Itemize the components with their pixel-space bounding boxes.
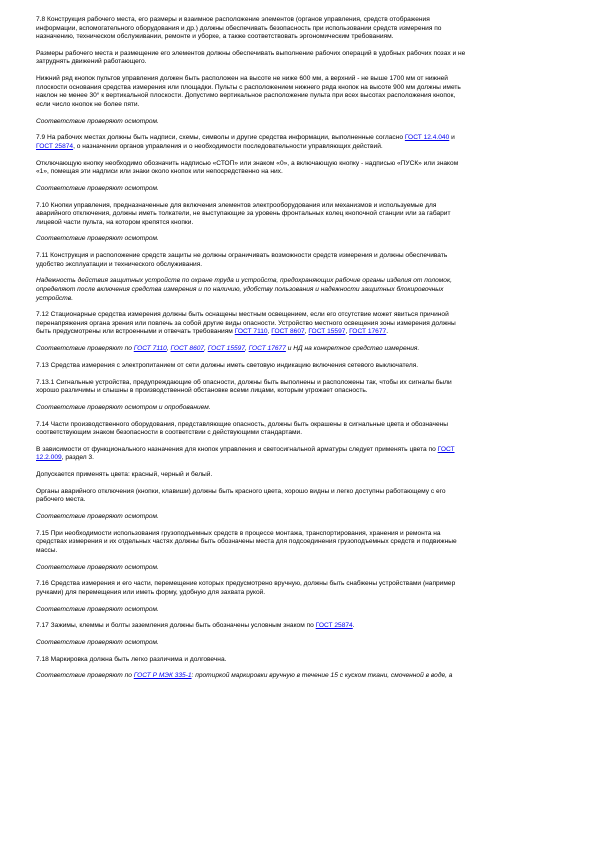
verification-note xyxy=(36,564,560,573)
paragraph-text: Допускается применять цвета: красный, черный и белый. xyxy=(36,471,213,479)
clause-paragraph xyxy=(36,622,560,631)
verification-note xyxy=(36,118,560,127)
paragraph-text: : протиркой маркировки вручную в течение 15 с куском ткани, смоченной в воде, а xyxy=(191,672,453,680)
paragraph-text: , раздел 3. xyxy=(61,454,94,462)
paragraph-text: 7.8 Конструкция рабочего места, его размеры и взаимное расположение элементов (органов управления, средств отображения информации, вспомогательного оборудования и др.) должны обеспечивать безопасность при использовании средств измерения по назначению, техническом обслуживании, ремонте и уборке, а также соответствовать эргономическим требованиям. xyxy=(36,16,442,41)
verification-note xyxy=(36,672,560,681)
standard-reference-link[interactable]: ГОСТ 8607 xyxy=(170,345,205,353)
clause-paragraph xyxy=(36,656,560,665)
paragraph-text: Соответствие проверяют осмотром. xyxy=(36,563,159,571)
standard-reference-link[interactable]: ГОСТ 17677 xyxy=(248,345,286,353)
clause-paragraph xyxy=(36,580,560,597)
clause-paragraph xyxy=(36,488,560,505)
paragraph-text: Соответствие проверяют осмотром. xyxy=(36,513,159,521)
standard-reference-link[interactable]: ГОСТ 12.2.009 xyxy=(36,445,455,462)
standard-reference-link[interactable]: ГОСТ Р МЭК 335-1 xyxy=(133,672,192,680)
paragraph-text: Соответствие проверяют по xyxy=(36,345,134,353)
standard-reference-link[interactable]: ГОСТ 8607 xyxy=(271,328,305,336)
paragraph-text: 7.13 Средства измерения с электропитанием от сети должны иметь световую индикацию включения сетевого выключателя. xyxy=(36,361,419,369)
paragraph-text: Размеры рабочего места и размещение его элементов должны обеспечивать выполнение рабочих операций в удобных рабочих позах и не затруднять движений работающего. xyxy=(36,49,466,66)
paragraph-text: Соответствие проверяют осмотром и опробованием. xyxy=(36,403,211,411)
paragraph-text: Соответствие проверяют осмотром. xyxy=(36,638,159,646)
clause-paragraph xyxy=(36,16,560,42)
paragraph-text: 7.14 Части производственного оборудования, представляющие опасность, должны быть окрашены в сигнальные цвета и обозначены соответствующим знаком безопасности в соответствии с действующими стандартами. xyxy=(36,420,449,437)
paragraph-text: 7.11 Конструкция и расположение средств защиты не должны ограничивать возможности средств измерения и должны обеспечивать удобство эксплуатации и технического обслуживания. xyxy=(36,252,448,268)
standard-reference-link[interactable]: ГОСТ 25874 xyxy=(36,142,74,150)
paragraph-text: . xyxy=(352,622,355,630)
standard-reference-link[interactable]: ГОСТ 17677 xyxy=(349,328,387,336)
clause-paragraph xyxy=(36,252,560,269)
paragraph-text: 7.18 Маркировка должна быть легко различима и долговечна. xyxy=(36,655,227,663)
verification-note xyxy=(36,235,560,244)
paragraph-text: , xyxy=(345,328,350,336)
clause-paragraph xyxy=(36,530,560,556)
clause-paragraph xyxy=(36,421,560,438)
verification-note xyxy=(36,639,560,648)
verification-note xyxy=(36,345,560,354)
clause-paragraph xyxy=(36,134,560,151)
standard-reference-link[interactable]: ГОСТ 25874 xyxy=(315,622,353,630)
clause-paragraph xyxy=(36,446,560,463)
verification-note xyxy=(36,185,560,194)
paragraph-text: Отключающую кнопку необходимо обозначить надписью «СТОП» или знаком «0», а включающую кнопку - надписью «ПУСК» или знаком «1», помещая эти надписи или знаки около кнопок или непосредственно на них. xyxy=(36,159,459,176)
verification-note xyxy=(36,277,560,303)
clause-paragraph xyxy=(36,362,560,371)
standard-reference-link[interactable]: ГОСТ 7110 xyxy=(133,345,167,353)
paragraph-text: 7.17 Зажимы, клеммы и болты заземления должны быть обозначены условным знаком по xyxy=(36,622,316,630)
document-page xyxy=(36,16,560,689)
standard-reference-link[interactable]: ГОСТ 12.4.040 xyxy=(404,134,450,142)
clause-paragraph xyxy=(36,379,560,396)
paragraph-text: 7.9 На рабочих местах должны быть надписи, схемы, символы и другие средства информации, выполненные согласно xyxy=(36,134,405,142)
paragraph-text: . xyxy=(386,328,389,336)
standard-reference-link[interactable]: ГОСТ 15597 xyxy=(308,328,346,336)
clause-paragraph xyxy=(36,311,560,337)
paragraph-text: 7.13.1 Сигнальные устройства, предупреждающие об опасности, должны быть выполнены и расположены так, чтобы их сигналы были хорошо различимы и слышны в производственной обстановке всеми лицами, которым угрожает опасность. xyxy=(36,378,452,395)
standard-reference-link[interactable]: ГОСТ 15597 xyxy=(207,345,245,353)
paragraph-text: Соответствие проверяют по xyxy=(36,672,134,680)
paragraph-text: , xyxy=(267,328,272,336)
clause-paragraph xyxy=(36,471,560,480)
paragraph-text: 7.10 Кнопки управления, предназначенные для включения элементов электрооборудования или механизмов и используемые для аварийного отключения, должны иметь толкатели, не выступающие за уровень фронтальных колец кнопочной станции или за габарит лицевой части пульта, на котором крепятся кнопки. xyxy=(36,201,451,226)
paragraph-text: Органы аварийного отключения (кнопки, клавиши) должны быть красного цвета, хорошо видны и легко доступны работающему с его рабочего места. xyxy=(36,487,446,504)
paragraph-text: , xyxy=(304,328,309,336)
paragraph-text: , xyxy=(204,345,208,353)
paragraph-text: Соответствие проверяют осмотром. xyxy=(36,235,159,243)
paragraph-text: 7.16 Средства измерения и его части, перемещение которых предусмотрено вручную, должны быть снабжены устройствами (например ручками) для перемещения или иметь форму, удобную для захвата рукой. xyxy=(36,580,456,596)
paragraph-text: , о назначении органов управления и о необходимости последовательности управляющих действий. xyxy=(73,142,383,150)
paragraph-text: 7.15 При необходимости использования грузоподъемных средств в процессе монтажа, транспортирования, хранения и ремонта на средствах измерения и их отдельных частях должны быть обозначены места для подсоединения грузоподъемных средств и подвижные массы. xyxy=(36,529,457,554)
paragraph-text: Соответствие проверяют осмотром. xyxy=(36,605,159,613)
clause-paragraph xyxy=(36,50,560,67)
paragraph-text: 7.12 Стационарные средства измерения должны быть оснащены местным освещением, если его отсутствие может явиться причиной перенапряжения органа зрения или повлечь за собой другие виды опасности. Устройство местного освещения зоны измерения должны быть предусмотрены или встроенными и отвечать требованиям xyxy=(36,311,456,336)
clause-paragraph xyxy=(36,160,560,177)
paragraph-text: Соответствие проверяют осмотром. xyxy=(36,117,159,125)
paragraph-text: Нижний ряд кнопок пультов управления должен быть расположен на высоте не ниже 600 мм, а верхний - не выше 1700 мм от нижней плоскости основания средства измерения или площадки. Пульты с расположением нижнего ряда кнопок на высоте 900 мм должны иметь наклон не менее 30° к вертикальной плоскости. Допустимо вертикальное расположение пульта при всех высотах расположения кнопок, если число кнопок не более пяти. xyxy=(36,75,461,108)
verification-note xyxy=(36,404,560,413)
verification-note xyxy=(36,606,560,615)
paragraph-text: Соответствие проверяют осмотром. xyxy=(36,184,159,192)
paragraph-text: , xyxy=(244,345,249,353)
clause-paragraph xyxy=(36,202,560,228)
paragraph-text: Надежность действия защитных устройств по охране труда и устройств, предохраняющих рабочие органы изделия от поломок, определяют после включения средства измерения и по наличию, удобству пользования и надежности защитных блокировочных устройств. xyxy=(36,277,452,302)
paragraph-text: и НД на конкретное средство измерения. xyxy=(285,345,420,353)
paragraph-text: В зависимости от функционального назначения для кнопок управления и светосигнальной арматуры следует применять цвета по xyxy=(36,445,438,453)
verification-note xyxy=(36,513,560,522)
paragraph-text: , xyxy=(166,345,171,353)
paragraph-text: и xyxy=(451,134,455,142)
clause-paragraph xyxy=(36,75,560,109)
standard-reference-link[interactable]: ГОСТ 7110 xyxy=(234,328,268,336)
